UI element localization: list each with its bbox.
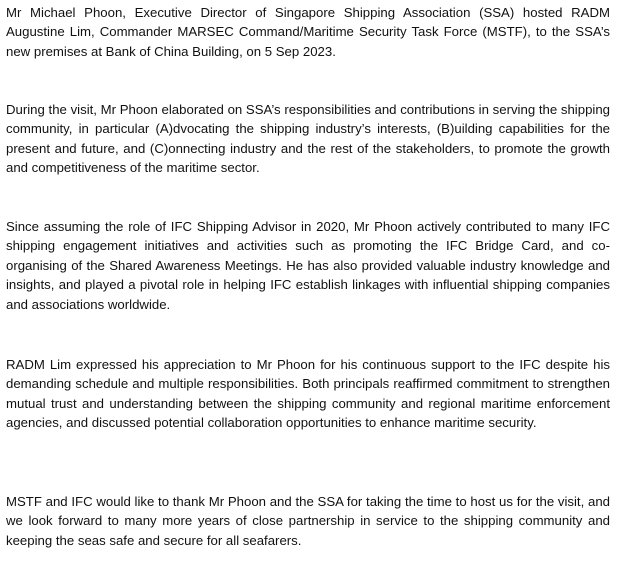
- paragraph-thanks: MSTF and IFC would like to thank Mr Phoon and the SSA for taking the time to host us for the visit, and we look forward to many more years of close partnership in service to the shipping community and keeping the seas safe and secure for all seafarers.: [6, 494, 610, 548]
- paragraph-ssa-responsibilities: During the visit, Mr Phoon elaborated on SSA’s responsibilities and contributions in serving the shipping community, in particular (A)dvocating the shipping industry’s interests, (B)uilding capabilities for the present and future, and (C)onnecting industry and the rest of the stakeholders, to promote the growth and competitiveness of the maritime sector.: [6, 102, 610, 176]
- paragraph-visit-intro: Mr Michael Phoon, Executive Director of Singapore Shipping Association (SSA) hosted RADM Augustine Lim, Commander MARSEC Command/Maritime Security Task Force (MSTF), to the SSA’s new premises at Bank of China Building, on 5 Sep 2023.: [6, 5, 610, 59]
- paragraph-appreciation: RADM Lim expressed his appreciation to Mr Phoon for his continuous support to the IFC despite his demanding schedule and multiple responsibilities. Both principals reaffirmed commitment to strengthen mutual trust and understanding between the shipping community and regional maritime enforcement agencies, and discussed potential collaboration opportunities to enhance maritime security.: [6, 357, 610, 431]
- paragraph-ifc-shipping-advisor: Since assuming the role of IFC Shipping Advisor in 2020, Mr Phoon actively contributed to many IFC shipping engagement initiatives and activities such as promoting the IFC Bridge Card, and co-organising of the Shared Awareness Meetings. He has also provided valuable industry knowledge and insights, and played a pivotal role in helping IFC establish linkages with influential shipping companies and associations worldwide.: [6, 219, 610, 312]
